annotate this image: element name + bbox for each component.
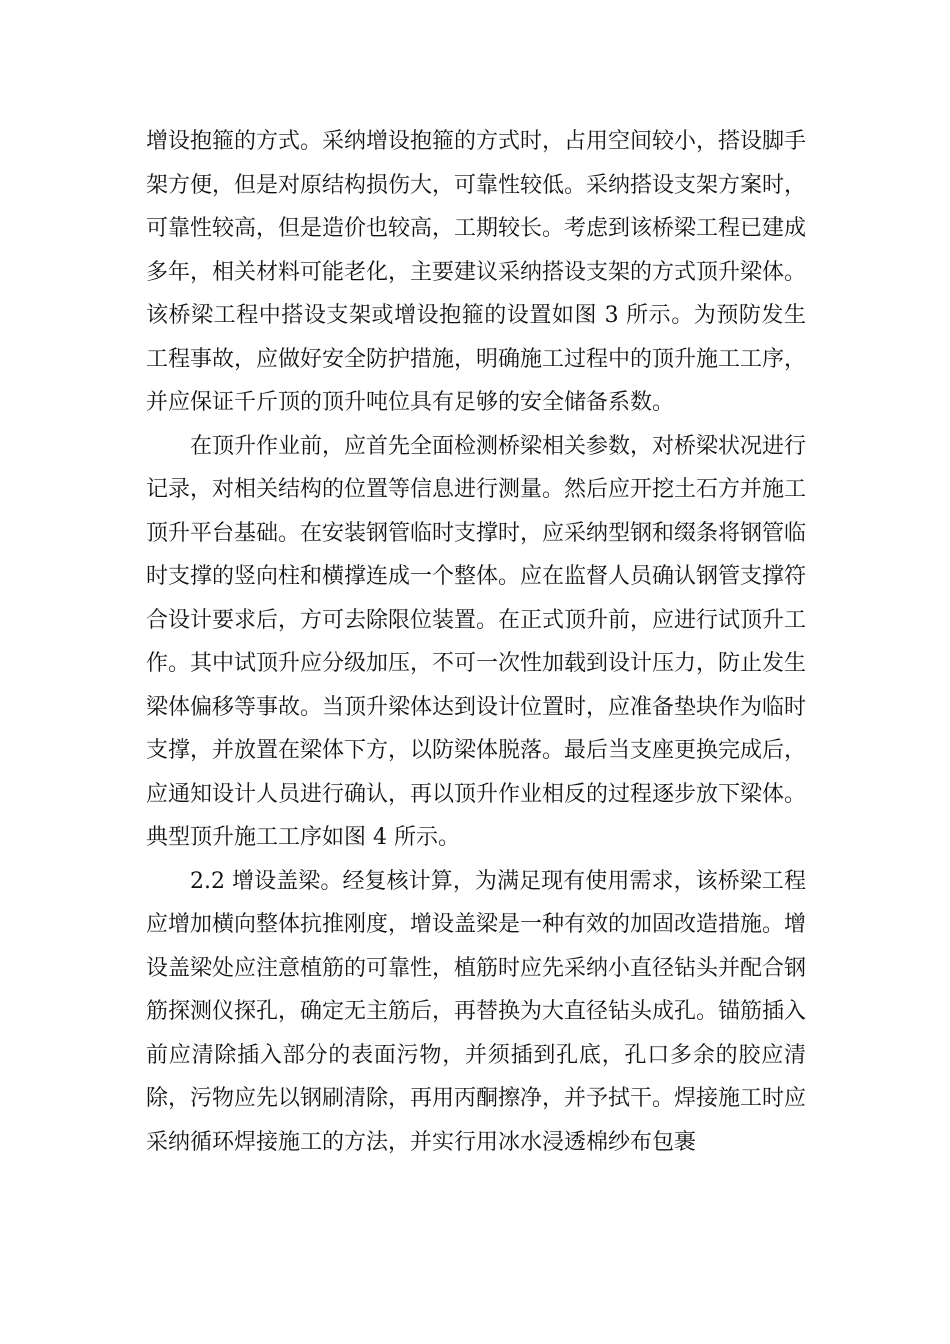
- paragraph-2: 在顶升作业前，应首先全面检测桥梁相关参数，对桥梁状况进行记录，对相关结构的位置等信息进行测量。然后应开挖土石方并施工顶升平台基础。在安装钢管临时支撑时，应采纳型钢和缀条将钢管临时支撑的竖向柱和横撑连成一个整体。应在监督人员确认钢管支撑符合设计要求后，方可去除限位装置。在正式顶升前，应进行试顶升工作。其中试顶升应分级加压，不可一次性加载到设计压力，防止发生梁体偏移等事故。当顶升梁体达到设计位置时，应准备垫块作为临时支撑，并放置在梁体下方，以防梁体脱落。最后当支座更换完成后，应通知设计人员进行确认，再以顶升作业相反的过程逐步放下梁体。典型顶升施工工序如图 4 所示。: [146, 433, 807, 850]
- paragraph-1: 增设抱箍的方式。采纳增设抱箍的方式时，占用空间较小，搭设脚手架方便，但是对原结构损伤大，可靠性较低。采纳搭设支架方案时，可靠性较高，但是造价也较高，工期较长。考虑到该桥梁工程已建成多年，相关材料可能老化，主要建议采纳搭设支架的方式顶升梁体。该桥梁工程中搭设支架或增设抱箍的设置如图 3 所示。为预防发生工程事故，应做好安全防护措施，明确施工过程中的顶升施工工序，并应保证千斤顶的顶升吨位具有足够的安全储备系数。: [146, 129, 807, 415]
- body-text: [146, 120, 806, 1164]
- paragraph-3: 2.2 增设盖梁。经复核计算，为满足现有使用需求，该桥梁工程应增加横向整体抗推刚度，增设盖梁是一种有效的加固改造措施。增设盖梁处应注意植筋的可靠性，植筋时应先采纳小直径钻头并配合钢筋探测仪探孔，确定无主筋后，再替换为大直径钻头成孔。锚筋插入前应清除插入部分的表面污物，并须插到孔底，孔口多余的胶应清除，污物应先以钢刷清除，再用丙酮擦净，并予拭干。焊接施工时应采纳循环焊接施工的方法，并实行用冰水浸透棉纱布包裹: [146, 868, 807, 1155]
